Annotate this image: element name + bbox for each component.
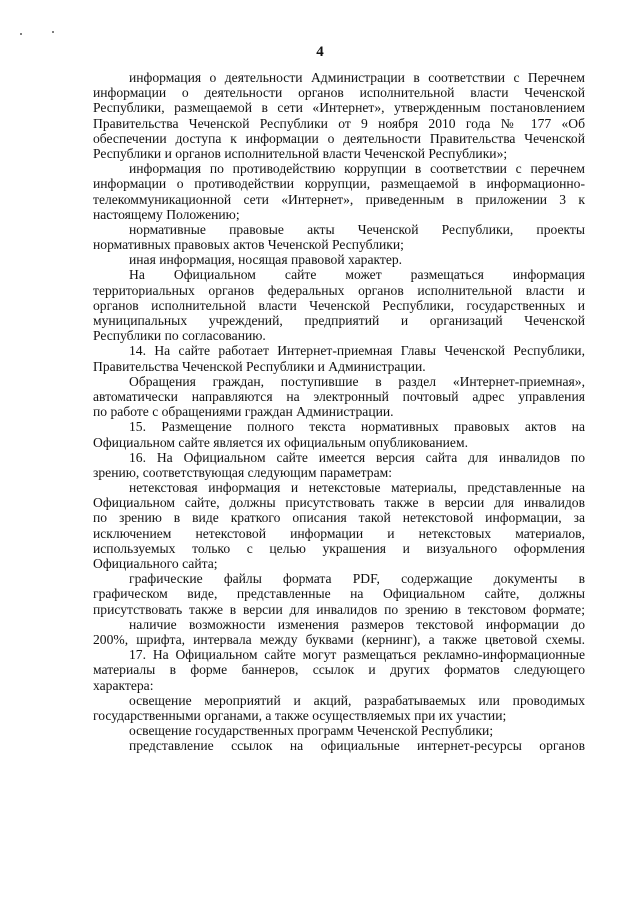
- text-line: муниципальных учреждений, предприятий и организаций Чеченской: [93, 313, 585, 328]
- text-line: характера:: [93, 677, 154, 693]
- text-line: присутствовать также в версии для инвалидов по зрению в текстовом формате;: [93, 601, 585, 617]
- text-line: иная информация, носящая правовой характер.: [129, 252, 403, 268]
- document-body: [93, 70, 585, 753]
- text-line: Республики по согласованию.: [93, 328, 266, 344]
- text-line: используемых только с целью украшения и визуального оформления: [93, 540, 585, 556]
- text-line: Официальном сайте, должны присутствовать также в версии для инвалидов: [93, 495, 585, 511]
- scan-speck: [52, 31, 54, 33]
- text-line: нормативных правовых актов Чеченской Республики;: [93, 237, 404, 253]
- text-line: территориальных органов федеральных органов исполнительной власти и: [93, 282, 585, 298]
- text-line: органов исполнительной власти Чеченской Республики, государственных и: [93, 297, 585, 313]
- text-line: информации о противодействии коррупции, размещаемой в информационно-: [93, 176, 585, 192]
- text-line: Официального сайта;: [93, 556, 218, 571]
- text-line: Республики и органов исполнительной власти Чеченской Республики»;: [93, 145, 508, 161]
- text-line: материалы в форме баннеров, ссылок и других форматов следующего: [93, 662, 585, 678]
- text-line: 200%, шрифта, интервала между буквами (кернинг), а также цветовой схемы.: [93, 631, 585, 647]
- page-number: 4: [316, 44, 324, 60]
- text-line: государственными органами, а также осуществляемых при их участии;: [93, 707, 507, 723]
- text-line: освещение государственных программ Чеченской Республики;: [129, 723, 494, 739]
- text-line: 17. На Официальном сайте могут размещаться рекламно-информационные: [129, 647, 585, 663]
- text-line: Республики, размещаемой в сети «Интернет», утвержденным постановлением: [93, 100, 585, 116]
- text-line: зрению, соответствующая следующим параметрам:: [93, 464, 392, 480]
- text-line: Правительства Чеченской Республики и Администрации.: [93, 358, 426, 374]
- text-line: 16. На Официальном сайте имеется версия сайта для инвалидов по: [129, 449, 585, 465]
- text-line: 14. На сайте работает Интернет-приемная Главы Чеченской Республики,: [129, 343, 585, 359]
- scan-speck: [20, 33, 22, 35]
- text-line: графические файлы формата PDF, содержащие документы в: [129, 571, 585, 587]
- text-line: 15. Размещение полного текста нормативных правовых актов на: [129, 419, 585, 435]
- text-line: графическом виде, представленные на Официальном сайте, должны: [93, 586, 585, 602]
- text-line: по работе с обращениями граждан Администрации.: [93, 404, 394, 420]
- text-line: Официальном сайте является их официальным опубликованием.: [93, 434, 468, 450]
- text-line: На Официальном сайте может размещаться информация: [129, 267, 585, 283]
- text-line: освещение мероприятий и акций, разрабатываемых или проводимых: [129, 692, 585, 708]
- text-line: Обращения граждан, поступившие в раздел «Интернет-приемная»,: [129, 373, 585, 389]
- text-line: представление ссылок на официальные интернет-ресурсы органов: [129, 738, 585, 754]
- text-line: наличие возможности изменения размеров текстовой информации до: [129, 616, 585, 632]
- text-line: нетекстовая информация и нетекстовые материалы, представленные на: [129, 480, 585, 496]
- text-line: Правительства Чеченской Республики от 9 ноября 2010 года № 177 «Об: [93, 115, 585, 131]
- text-line: телекоммуникационной сети «Интернет», приведенным в приложении 3 к: [93, 191, 585, 207]
- text-line: информации о деятельности органов исполнительной власти Чеченской: [93, 85, 585, 101]
- text-line: по зрению в виде краткого описания такой нетекстовой информации, за: [93, 510, 585, 526]
- text-line: настоящему Положению;: [93, 206, 240, 222]
- text-line: обеспечении доступа к информации о деятельности Правительства Чеченской: [93, 130, 585, 146]
- text-line: автоматически направляются на электронный почтовый адрес управления: [93, 388, 585, 404]
- text-line: исключением нетекстовой информации и нетекстовых материалов,: [93, 525, 585, 541]
- text-line: информация по противодействию коррупции в соответствии с перечнем: [129, 161, 585, 177]
- text-line: информация о деятельности Администрации в соответствии с Перечнем: [129, 70, 585, 85]
- text-line: нормативные правовые акты Чеченской Республики, проекты: [129, 221, 585, 237]
